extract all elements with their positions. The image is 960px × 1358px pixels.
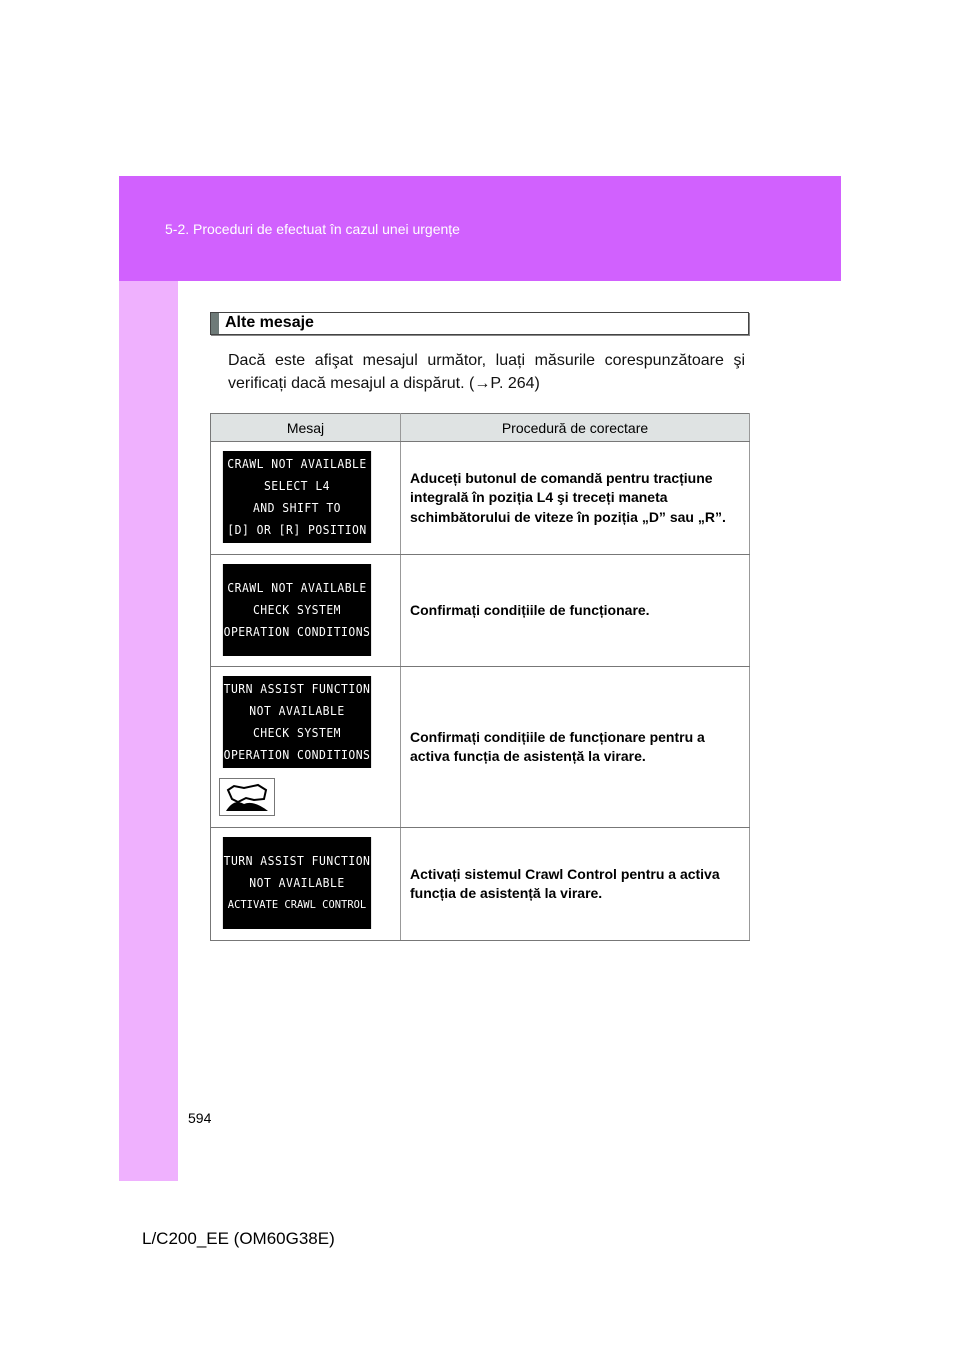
procedure-text: Aduceți butonul de comandă pentru tracțiune integrală în poziția L4 şi treceți maneta schimbătorului de viteze în poziția „D” sau „R”. (401, 442, 750, 555)
section-title: Alte mesaje (225, 314, 314, 331)
display-message: TURN ASSIST FUNCTION NOT AVAILABLE ACTIVATE CRAWL CONTROL (223, 837, 371, 929)
heading-marker (211, 313, 219, 334)
footer-code: L/C200_EE (OM60G38E) (142, 1229, 335, 1248)
chapter-header (119, 176, 841, 281)
procedure-text: Confirmați condițiile de funcționare pentru a activa funcția de asistență la virare. (401, 667, 750, 828)
col-procedura: Procedură de corectare (401, 414, 750, 442)
procedure-text: Activați sistemul Crawl Control pentru a activa funcția de asistență la virare. (401, 828, 750, 941)
display-message: CRAWL NOT AVAILABLE SELECT L4 AND SHIFT TO [D] OR [R] POSITION (223, 451, 371, 543)
procedure-text: Confirmați condițiile de funcționare. (401, 555, 750, 667)
intro-text: Dacă este afişat mesajul următor, luați măsurile corespunzătoare şi verificați dacă mesajul a dispărut. (→P. 264) (228, 352, 745, 392)
side-tab (119, 281, 178, 1181)
table-row (211, 442, 750, 555)
page-number: 594 (188, 1110, 212, 1126)
table-row (211, 555, 750, 667)
section-heading (210, 312, 749, 335)
table-header (211, 414, 750, 442)
col-mesaj: Mesaj (211, 414, 401, 442)
table-row (211, 667, 750, 828)
display-message: CRAWL NOT AVAILABLE CHECK SYSTEM OPERATION CONDITIONS (223, 564, 371, 656)
table-row (211, 828, 750, 941)
display-message: TURN ASSIST FUNCTION NOT AVAILABLE CHECK SYSTEM OPERATION CONDITIONS (223, 676, 371, 768)
crawl-vehicle-icon (219, 778, 275, 816)
chapter-title: 5-2. Proceduri de efectuat în cazul unei urgențe (165, 221, 460, 237)
messages-table (210, 413, 750, 941)
